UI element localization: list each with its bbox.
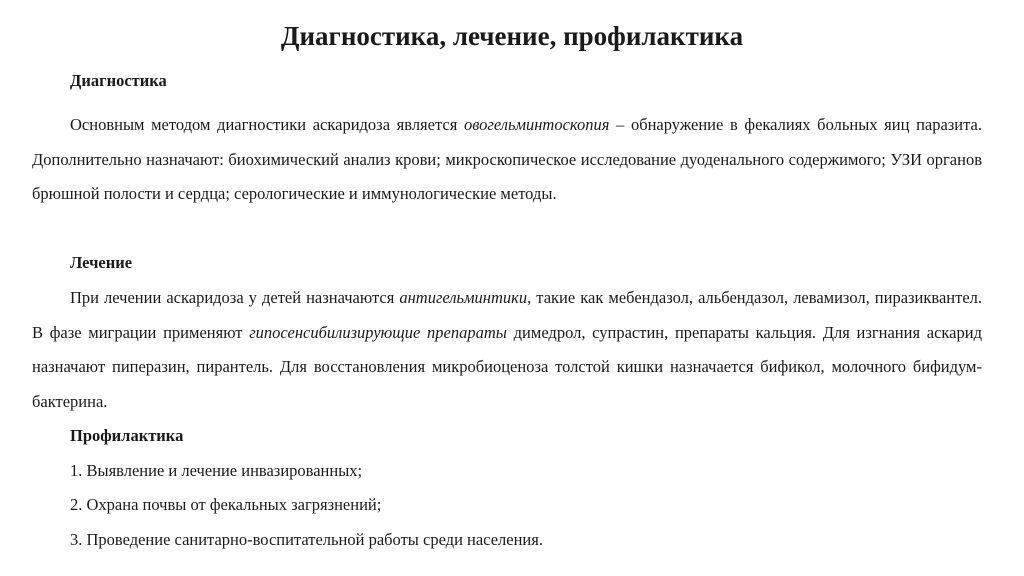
diagnostics-paragraph (32, 108, 982, 212)
diagnostics-heading: Диагностика (70, 71, 167, 90)
treatment-text-1: При лечении аскаридоза у детей назначаются (70, 288, 400, 307)
prevention-heading: Профилактика (70, 426, 184, 445)
treatment-term-2: гипосенсибилизирующие препараты (249, 322, 507, 342)
treatment-term-1: антигельминтики (399, 288, 528, 307)
prevention-item-2: 2. Охрана почвы от фекальных загрязнений; (70, 495, 382, 514)
page-title: Диагностика, лечение, профилактика (280, 21, 744, 51)
diagnostics-term: овогельминтоскопия (463, 115, 610, 134)
treatment-heading: Лечение (70, 253, 133, 272)
treatment-text-3: димедрол, супрастин, препараты кальция. Для изгнания аскарид назначают пиперазин, пирантель. Для восстановления микробиоценоза толстой кишки назначается бификол, молочного бифидум-бактерина. (32, 322, 982, 412)
treatment-paragraph (32, 281, 982, 420)
diagnostics-text-after: – обнаружение в фекалиях больных яиц паразита. Дополнительно назначают: биохимический анализ крови; микроскопическое исследование дуоденального содержимого; УЗИ органов брюшной полости и сердца; серологические и иммунологические методы. (32, 115, 982, 204)
prevention-item-1: 1. Выявление и лечение инвазированных; (70, 461, 363, 480)
diagnostics-text-before: Основным методом диагностики аскаридоза является (70, 115, 464, 134)
treatment-text-2: , такие как мебендазол, альбендазол, левамизол, пиразиквантел. В фазе миграции применяют (32, 288, 982, 342)
prevention-item-3: 3. Проведение санитарно-воспитательной работы среди населения. (70, 530, 543, 549)
